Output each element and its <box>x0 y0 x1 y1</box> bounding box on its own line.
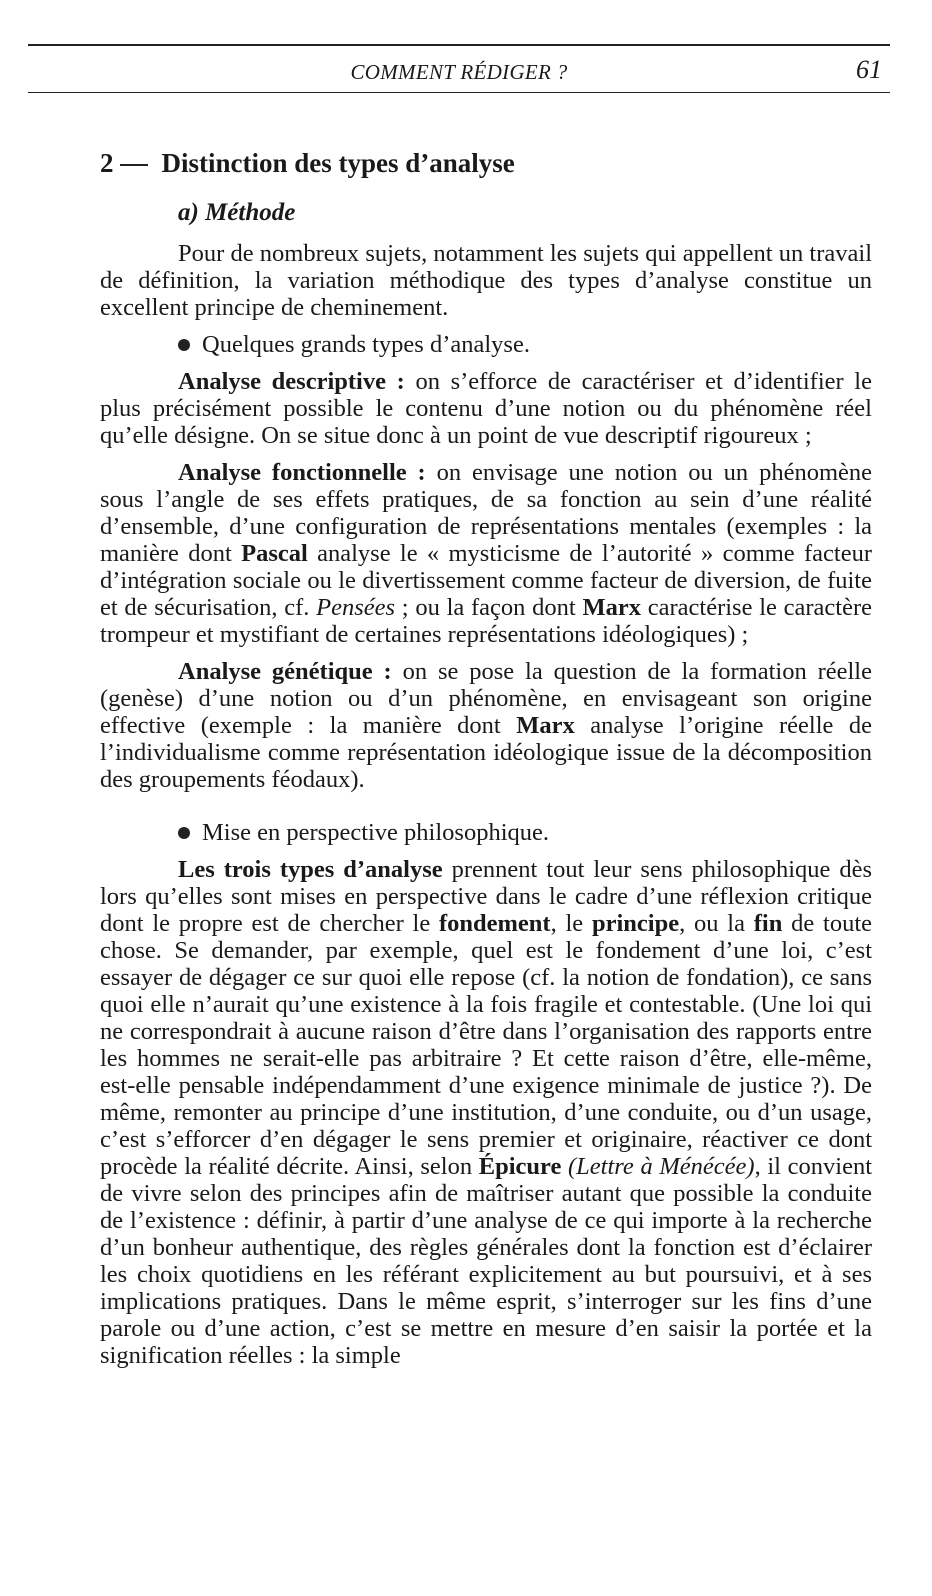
header-top-rule <box>28 44 890 46</box>
bullet-item <box>178 819 872 846</box>
paragraph-text: ; ou la façon dont <box>395 594 583 621</box>
paragraph-text: de toute chose. Se demander, par exemple, quel est le fondement d’une loi, c’est essayer de dégager ce sur quoi elle repose (cf. la notion de fondation), ce sans quoi elle n’aurait qu’une existence à la fois fragile et contestable. (Une loi qui ne correspondrait à aucune raison d’être dans l’organisation des rapports entre les hommes ne serait-elle pas arbitraire ? Et cette raison d’être, elle-même, est-elle pensable indépendamment d’une exigence minimale de justice ?). De même, remonter au principe d’une institution, d’une conduite, ou d’un usage, c’est s’efforcer d’en dégager le sens premier et originaire, réactiver ce dont procède la réalité décrite. Ainsi, selon <box>100 910 872 1180</box>
name-pascal: Pascal <box>241 540 308 567</box>
term-descriptive: Analyse descriptive : <box>178 368 405 395</box>
name-marx: Marx <box>516 712 575 739</box>
paragraph-text: caractérise le caractère trompeur et mystifiant de certaines représentations idéologiques) ; <box>100 594 872 648</box>
spacer <box>100 793 872 809</box>
subheading: a) Méthode <box>178 199 296 226</box>
paragraph-genetic <box>100 658 872 793</box>
paragraph-text: on s’efforce de caractériser et d’identifier le plus précisément possible le contenu d’une notion ou du phénomène réel qu’elle désigne. On se situe donc à un point de vue descriptif rigoureux ; <box>100 368 872 449</box>
bullet-icon <box>178 339 190 351</box>
term-fin: fin <box>753 910 783 937</box>
paragraph-text: on se pose la question de la formation réelle (genèse) d’une notion ou d’un phénomène, en envisageant son origine effective (exemple : la manière dont <box>100 658 872 739</box>
bullet-text: Mise en perspective philosophique. <box>202 819 550 846</box>
bullet-text: Quelques grands types d’analyse. <box>202 331 530 358</box>
paragraph-text: prennent tout leur sens philosophique dès lors qu’elles sont mises en perspective dans le cadre d’une réflexion critique dont le propre est de chercher le <box>100 856 872 937</box>
page-body <box>100 150 872 1369</box>
term-genetic: Analyse génétique : <box>178 658 392 685</box>
term-functional: Analyse fonctionnelle : <box>178 459 426 486</box>
paragraph-text: analyse le « mysticisme de l’autorité » comme facteur d’intégration sociale ou le divertissement comme facteur de diversion, de fuite et de sécurisation, cf. <box>100 540 872 621</box>
name-epicure: Épicure <box>478 1153 562 1180</box>
header-bottom-rule <box>28 92 890 93</box>
running-head: COMMENT RÉDIGER ? <box>350 60 568 84</box>
term-principe: principe <box>591 910 680 937</box>
title-pensees: Pensées <box>316 594 396 621</box>
paragraph-text: , ou la <box>679 910 754 937</box>
paragraph-text: , le <box>550 910 592 937</box>
section-number: 2 <box>100 148 114 178</box>
title-lettre: (Lettre à Ménécée) <box>561 1153 755 1180</box>
paragraph-functional <box>100 459 872 648</box>
intro-paragraph: Pour de nombreux sujets, notamment les sujets qui appellent un travail de définition, la variation méthodique des types d’analyse constitue un excellent principe de cheminement. <box>100 240 872 321</box>
section-dash <box>120 164 148 166</box>
term-fondement: fondement <box>438 910 551 937</box>
bullet-item <box>178 331 872 358</box>
paragraph-descriptive <box>100 368 872 449</box>
paragraph-text: , il convient de vivre selon des principes afin de maîtriser autant que possible la conduite de l’existence : définir, à partir d’une analyse de ce qui importe à la recherche d’un bonheur authentique, des règles générales dont la fonction est d’éclairer les choix quotidiens en les référant explicitement au but poursuivi, et à ses implications pratiques. Dans le même esprit, s’interroger sur les fins d’une parole ou d’une action, c’est se mettre en mesure d’en saisir la portée et la signification réelles : la simple <box>100 1153 873 1369</box>
paragraph-perspective <box>100 856 872 1369</box>
section-title: Distinction des types d’analyse <box>161 148 515 178</box>
section-heading <box>100 150 872 177</box>
bullet-icon <box>178 827 190 839</box>
name-marx: Marx <box>582 594 641 621</box>
paragraph-text: on envisage une notion ou un phénomène sous l’angle de ses effets pratiques, de sa fonction au sein d’une réalité d’ensemble, d’une configuration de représentations mentales (exemples : la manière dont <box>100 459 872 567</box>
term-three-types: Les trois types d’analyse <box>178 856 443 883</box>
page-number: 61 <box>856 55 882 84</box>
paragraph-text: analyse l’origine réelle de l’individualisme comme représentation idéologique issue de la décomposition des groupements féodaux). <box>100 712 872 793</box>
